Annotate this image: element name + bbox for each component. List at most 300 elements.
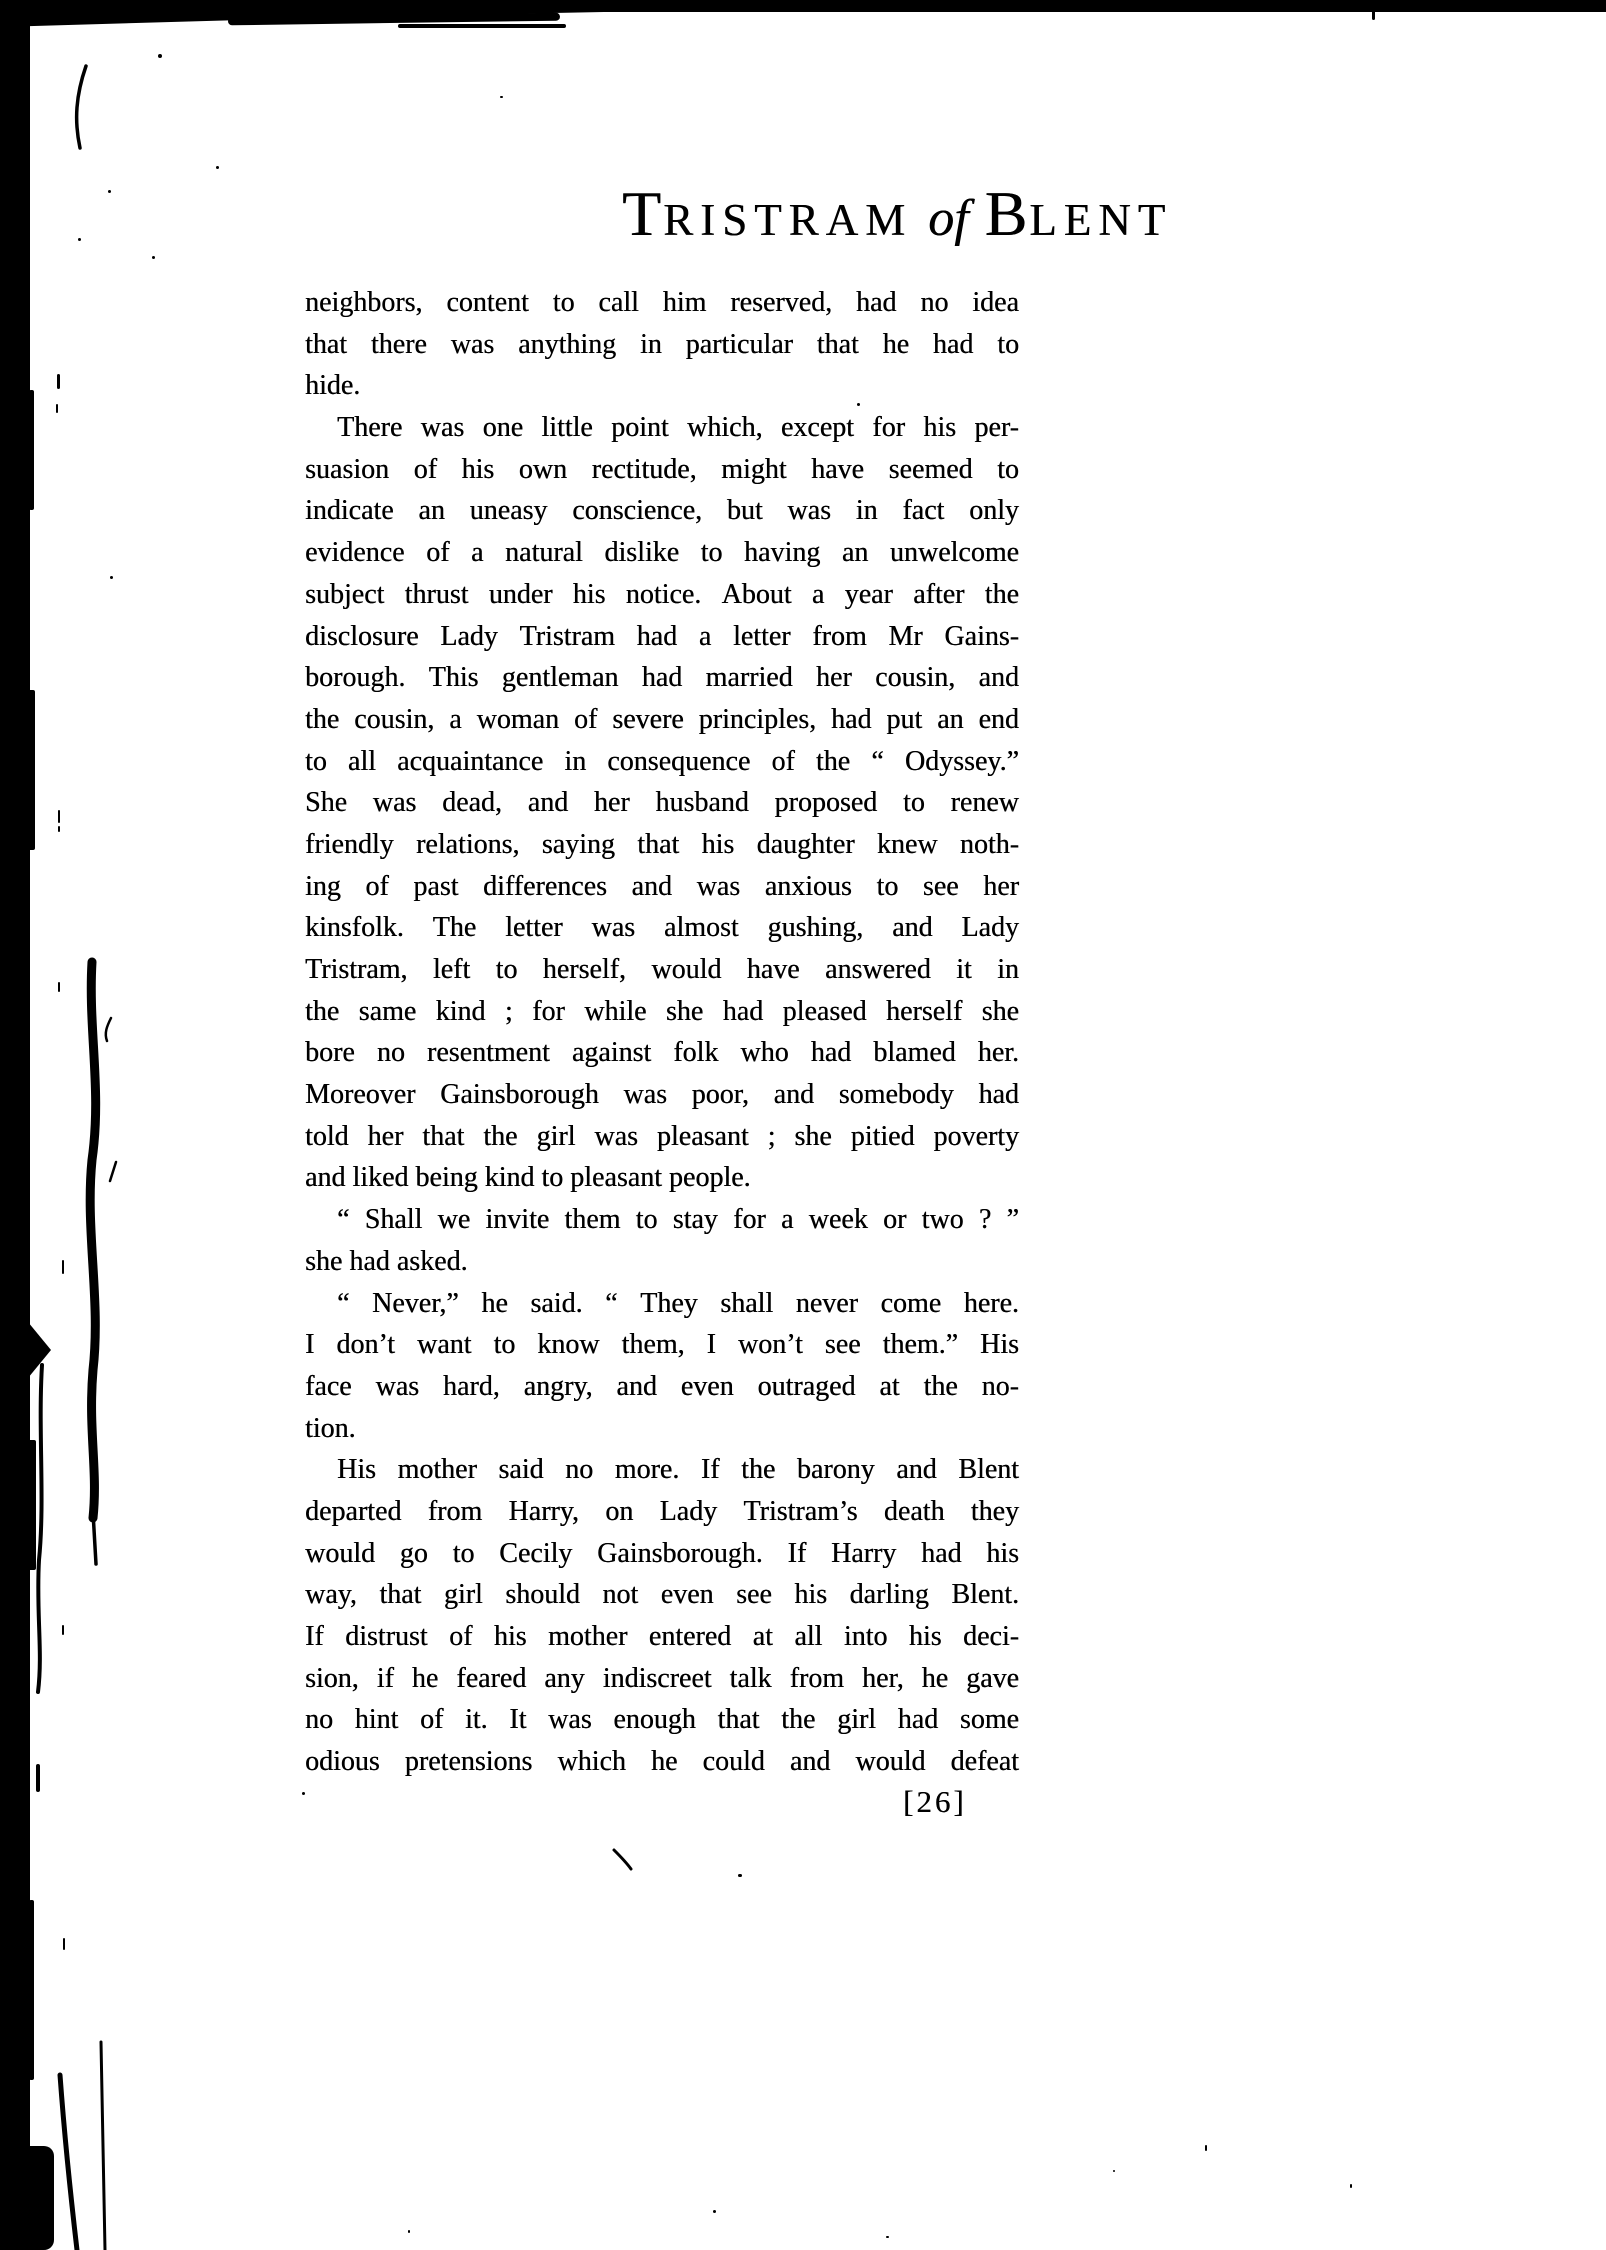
word: dislike xyxy=(604,537,680,569)
word: Tristram xyxy=(519,620,615,652)
word: had xyxy=(641,662,683,694)
word: was xyxy=(450,328,495,360)
text-line xyxy=(305,324,1019,366)
word: could xyxy=(702,1746,765,1778)
word: differences xyxy=(483,870,607,902)
scan-paren-stroke xyxy=(77,66,86,148)
word: hint xyxy=(354,1704,399,1736)
title-word-ristram: RISTRAM xyxy=(663,195,913,245)
word: having xyxy=(744,537,821,569)
ink-speck xyxy=(1113,2170,1115,2172)
scan-ink-streak-main xyxy=(90,962,96,1518)
word: which, xyxy=(687,412,763,444)
word: in xyxy=(564,745,587,777)
text-line xyxy=(305,532,1019,574)
word: one xyxy=(482,412,524,444)
word: left xyxy=(432,954,471,985)
word: cousin, xyxy=(875,662,956,694)
word: won’t xyxy=(737,1329,803,1361)
text-line xyxy=(305,574,1019,616)
word: Gainsborough. xyxy=(597,1537,763,1569)
word: under xyxy=(488,578,553,610)
word: The xyxy=(432,912,477,944)
word: see xyxy=(736,1579,772,1611)
ink-speck xyxy=(158,54,162,58)
word: he xyxy=(882,328,910,360)
word: hard, xyxy=(442,1370,500,1402)
word: She xyxy=(305,787,347,819)
word: that xyxy=(717,1704,760,1736)
word: idea xyxy=(972,287,1019,318)
text-line xyxy=(305,782,1019,824)
word: call xyxy=(598,287,639,318)
word: them.” xyxy=(882,1329,959,1361)
word: had xyxy=(932,328,974,360)
word: of xyxy=(573,703,598,735)
word: in xyxy=(997,954,1019,985)
word: letter xyxy=(505,912,563,944)
ink-speck xyxy=(29,1900,34,2080)
word: way, xyxy=(305,1579,357,1611)
word: and xyxy=(896,1454,937,1486)
word: to xyxy=(876,870,899,902)
word: ing xyxy=(305,870,341,902)
word: resentment xyxy=(426,1037,550,1069)
word: to xyxy=(997,453,1019,485)
word: If xyxy=(787,1537,807,1569)
word: and xyxy=(616,1370,657,1402)
word: two xyxy=(921,1204,964,1236)
word: ? xyxy=(978,1204,992,1236)
text-line xyxy=(305,1449,1019,1491)
word: on xyxy=(605,1495,634,1527)
word: his xyxy=(572,578,606,610)
word: except xyxy=(780,412,854,444)
word: any xyxy=(544,1662,585,1694)
word: past xyxy=(413,870,459,902)
word: kinsfolk. xyxy=(305,912,404,944)
title-initial-b: B xyxy=(984,178,1030,249)
word: principles, xyxy=(698,703,817,735)
word: don’t xyxy=(336,1329,395,1361)
text-line xyxy=(305,741,1019,783)
word: almost xyxy=(663,912,739,944)
word: Tristram’s xyxy=(743,1495,858,1527)
word: folk xyxy=(673,1037,719,1069)
ink-speck xyxy=(27,690,35,850)
scan-bottom-diagonal-2 xyxy=(101,2042,105,2250)
word: “ xyxy=(605,1287,618,1319)
word: that xyxy=(637,828,680,860)
word: which xyxy=(557,1746,626,1778)
word: content xyxy=(446,287,529,318)
word: Harry, xyxy=(508,1495,579,1527)
word: Lady xyxy=(961,912,1019,944)
word: anxious xyxy=(764,870,852,902)
word: her xyxy=(983,870,1019,902)
word: gave xyxy=(966,1662,1019,1694)
word: This xyxy=(428,662,479,694)
word: thrust xyxy=(404,578,469,610)
word: the xyxy=(815,745,851,777)
word: mother xyxy=(548,1621,628,1652)
word: cousin, xyxy=(354,703,435,735)
word: It xyxy=(509,1704,527,1736)
word: letter xyxy=(732,620,791,652)
word: to xyxy=(495,954,518,985)
word: death xyxy=(883,1495,945,1527)
word: no xyxy=(305,1704,333,1736)
word: poverty xyxy=(933,1120,1019,1152)
word: distrust xyxy=(345,1621,428,1652)
word: evidence xyxy=(305,537,405,569)
text-line: she had asked. xyxy=(305,1245,468,1277)
word: pitied xyxy=(850,1120,915,1152)
text-line xyxy=(305,699,1019,741)
word: Tristram, xyxy=(305,954,408,985)
word: more. xyxy=(614,1454,680,1486)
scan-bottom-diagonal-1 xyxy=(60,2075,77,2250)
word: conscience, xyxy=(572,495,703,527)
word: a xyxy=(811,578,825,610)
word: them xyxy=(564,1204,621,1236)
word: barony xyxy=(796,1454,875,1486)
word: odious xyxy=(305,1746,380,1778)
word: from xyxy=(812,620,867,652)
text-line xyxy=(305,449,1019,491)
word: pleased xyxy=(782,995,867,1027)
word: particular xyxy=(685,328,793,360)
word: her. xyxy=(977,1037,1019,1069)
word: own xyxy=(518,453,568,485)
word: a xyxy=(471,537,484,569)
word: should xyxy=(505,1579,580,1611)
word: it. xyxy=(465,1704,488,1736)
word: seemed xyxy=(888,453,973,485)
word: a xyxy=(449,703,462,735)
word: his xyxy=(493,1621,527,1652)
title-connector-of: of xyxy=(928,190,969,247)
word: or xyxy=(882,1204,907,1236)
word: had xyxy=(722,995,764,1027)
word: indicate xyxy=(305,495,394,527)
ink-speck xyxy=(500,96,503,98)
word: and xyxy=(527,787,569,819)
word: gushing, xyxy=(767,912,864,944)
text-line xyxy=(305,1074,1019,1116)
word: There xyxy=(337,412,403,444)
word: blamed xyxy=(873,1037,956,1069)
word: at xyxy=(752,1621,773,1652)
word: at xyxy=(879,1370,900,1402)
word: mother xyxy=(397,1454,477,1486)
word: girl xyxy=(443,1579,483,1611)
word: Shall xyxy=(364,1204,423,1236)
word: him xyxy=(662,287,707,318)
word: reserved, xyxy=(730,287,833,318)
word: Odyssey.” xyxy=(904,745,1019,777)
word: husband xyxy=(655,787,749,819)
word: renew xyxy=(950,787,1019,819)
word: in xyxy=(855,495,878,527)
word: we xyxy=(437,1204,471,1236)
word: that xyxy=(816,328,859,360)
word: of xyxy=(413,453,437,485)
word: only xyxy=(969,495,1019,527)
word: invite xyxy=(485,1204,550,1236)
word: and xyxy=(892,912,933,944)
word: severe xyxy=(612,703,684,735)
word: was xyxy=(591,912,636,944)
word: to xyxy=(902,787,925,819)
word: if xyxy=(376,1662,394,1694)
word: enough xyxy=(613,1704,696,1736)
word: borough. xyxy=(305,662,406,694)
word: to xyxy=(305,745,327,777)
word: dead, xyxy=(442,787,502,819)
text-line xyxy=(305,1366,1019,1408)
title-initial-t: T xyxy=(622,178,664,249)
text-line xyxy=(305,991,1019,1033)
word: was xyxy=(372,787,417,819)
word: consequence xyxy=(607,745,751,777)
word: sion, xyxy=(305,1662,359,1694)
word: after xyxy=(913,578,965,610)
word: Cecily xyxy=(499,1537,573,1569)
ink-speck xyxy=(63,1938,65,1950)
word: never xyxy=(795,1287,858,1319)
word: they xyxy=(970,1495,1019,1527)
word: the xyxy=(305,995,340,1027)
word: his xyxy=(986,1537,1019,1569)
word: to xyxy=(452,1537,475,1569)
word: said. xyxy=(530,1287,583,1319)
word: pleasant xyxy=(656,1120,749,1152)
word: woman xyxy=(476,703,560,735)
text-line xyxy=(305,824,1019,866)
word: of xyxy=(426,537,450,569)
word: her, xyxy=(862,1662,904,1694)
word: friendly xyxy=(305,828,394,860)
word: “ xyxy=(871,745,884,777)
word: for xyxy=(532,995,565,1027)
ink-speck xyxy=(408,2230,410,2233)
scan-ink-streak-lower xyxy=(38,1365,42,1692)
word: her xyxy=(593,787,630,819)
word: no xyxy=(376,1037,405,1069)
text-line xyxy=(305,866,1019,908)
ink-speck xyxy=(36,1764,40,1792)
word: relations, xyxy=(415,828,520,860)
text-line xyxy=(305,1699,1019,1741)
ink-speck xyxy=(58,982,60,992)
word: see xyxy=(824,1329,861,1361)
word: put xyxy=(886,703,923,735)
word: saying xyxy=(541,828,615,860)
word: stay xyxy=(672,1204,718,1236)
word: the xyxy=(984,578,1019,610)
text-line xyxy=(305,1574,1019,1616)
word: acquaintance xyxy=(397,745,544,777)
word: talk xyxy=(729,1662,772,1694)
word: About xyxy=(721,578,792,610)
word: I xyxy=(305,1329,315,1361)
word: was xyxy=(594,1120,638,1152)
word: there xyxy=(370,328,427,360)
text-line xyxy=(305,657,1019,699)
word: said xyxy=(498,1454,544,1486)
word: angry, xyxy=(523,1370,593,1402)
ink-speck xyxy=(29,390,34,510)
text-line xyxy=(305,1658,1019,1700)
word: neighbors, xyxy=(305,287,423,318)
text-line xyxy=(305,1199,1019,1241)
word: the xyxy=(923,1370,958,1402)
word: while xyxy=(584,995,647,1027)
scan-folio-tail-mark xyxy=(614,1850,631,1869)
word: I xyxy=(706,1329,716,1361)
word: girl xyxy=(837,1704,876,1736)
word: notice. xyxy=(625,578,702,610)
word: ; xyxy=(767,1120,776,1152)
word: had xyxy=(810,1037,852,1069)
text-line xyxy=(305,616,1019,658)
word: point xyxy=(611,412,669,444)
word: If xyxy=(700,1454,720,1486)
word: entered xyxy=(648,1621,732,1652)
text-line: tion. xyxy=(305,1412,356,1444)
ink-speck xyxy=(1205,2145,1207,2151)
word: Harry xyxy=(830,1537,897,1569)
word: darling xyxy=(849,1579,929,1611)
word: Gains- xyxy=(944,620,1019,652)
word: she xyxy=(794,1120,832,1152)
word: for xyxy=(872,412,905,444)
word: told xyxy=(305,1120,349,1152)
ink-speck xyxy=(62,1625,64,1635)
word: same xyxy=(358,995,417,1027)
word: Never,” xyxy=(372,1287,459,1319)
word: she xyxy=(665,995,704,1027)
word: defeat xyxy=(950,1746,1019,1778)
word: of xyxy=(449,1621,473,1652)
text-line xyxy=(305,907,1019,949)
word: an xyxy=(418,495,445,527)
word: have xyxy=(746,954,800,985)
word: have xyxy=(811,453,864,485)
word: Blent. xyxy=(951,1579,1019,1611)
word: Lady xyxy=(440,620,498,652)
word: uneasy xyxy=(469,495,548,527)
word: was xyxy=(375,1370,420,1402)
word: “ xyxy=(337,1287,350,1319)
scan-streak-hook xyxy=(106,1018,111,1041)
word: his xyxy=(701,828,735,860)
word: gentleman xyxy=(501,662,619,694)
text-line xyxy=(305,1491,1019,1533)
word: disclosure xyxy=(305,620,419,652)
word: in xyxy=(639,328,662,360)
word: shall xyxy=(720,1287,774,1319)
word: she xyxy=(981,995,1019,1027)
word: an xyxy=(937,703,964,735)
title-word-lent: LENT xyxy=(1029,195,1173,245)
word: a xyxy=(780,1204,794,1236)
word: kind xyxy=(435,995,486,1027)
ink-speck xyxy=(302,1792,305,1795)
text-line xyxy=(305,1324,1019,1366)
word: against xyxy=(571,1037,652,1069)
word: to xyxy=(700,537,723,569)
word: and xyxy=(631,870,672,902)
ink-speck xyxy=(1372,10,1375,20)
ink-speck xyxy=(1350,2184,1352,2188)
word: to xyxy=(635,1204,658,1236)
word: His xyxy=(980,1329,1019,1361)
word: and xyxy=(789,1746,831,1778)
word: who xyxy=(740,1037,789,1069)
word: deci- xyxy=(963,1621,1019,1652)
word: Moreover xyxy=(305,1079,416,1111)
word: his xyxy=(794,1579,828,1611)
text-line xyxy=(305,949,1019,991)
word: herself, xyxy=(542,954,626,985)
word: that xyxy=(422,1120,465,1152)
word: week xyxy=(808,1204,868,1236)
ink-speck xyxy=(58,826,60,832)
word: of xyxy=(419,1704,444,1736)
word: had xyxy=(636,620,678,652)
word: but xyxy=(726,495,763,527)
word: had xyxy=(855,287,897,318)
word: They xyxy=(640,1287,698,1319)
word: suasion xyxy=(305,453,389,485)
word: to xyxy=(552,287,575,318)
ink-speck xyxy=(78,238,81,241)
word: his xyxy=(923,412,957,444)
scan-slash-mark xyxy=(110,1162,116,1181)
word: want xyxy=(417,1329,472,1361)
text-line xyxy=(305,282,1019,324)
word: somebody xyxy=(838,1079,954,1111)
word: a xyxy=(698,620,712,652)
word: the xyxy=(305,703,340,735)
word: no xyxy=(565,1454,594,1486)
word: noth- xyxy=(959,828,1019,860)
word: answered xyxy=(825,954,931,985)
word: year xyxy=(844,578,893,610)
text-line xyxy=(305,1116,1019,1158)
word: girl xyxy=(536,1120,576,1152)
word: here. xyxy=(963,1287,1019,1319)
word: pretensions xyxy=(404,1746,533,1778)
word: per- xyxy=(974,412,1019,444)
text-line: and liked being kind to pleasant people. xyxy=(305,1162,751,1194)
word: from xyxy=(427,1495,483,1527)
word: his xyxy=(908,1621,942,1652)
word: rectitude, xyxy=(591,453,697,485)
word: Gainsborough xyxy=(440,1079,599,1111)
word: her xyxy=(815,662,852,694)
word: unwelcome xyxy=(889,537,1019,569)
word: his xyxy=(461,453,495,485)
word: His xyxy=(337,1454,376,1486)
word: some xyxy=(959,1704,1019,1736)
text-line xyxy=(305,1032,1019,1074)
word: into xyxy=(843,1621,888,1652)
word: no- xyxy=(981,1370,1019,1402)
word: even xyxy=(680,1370,734,1402)
